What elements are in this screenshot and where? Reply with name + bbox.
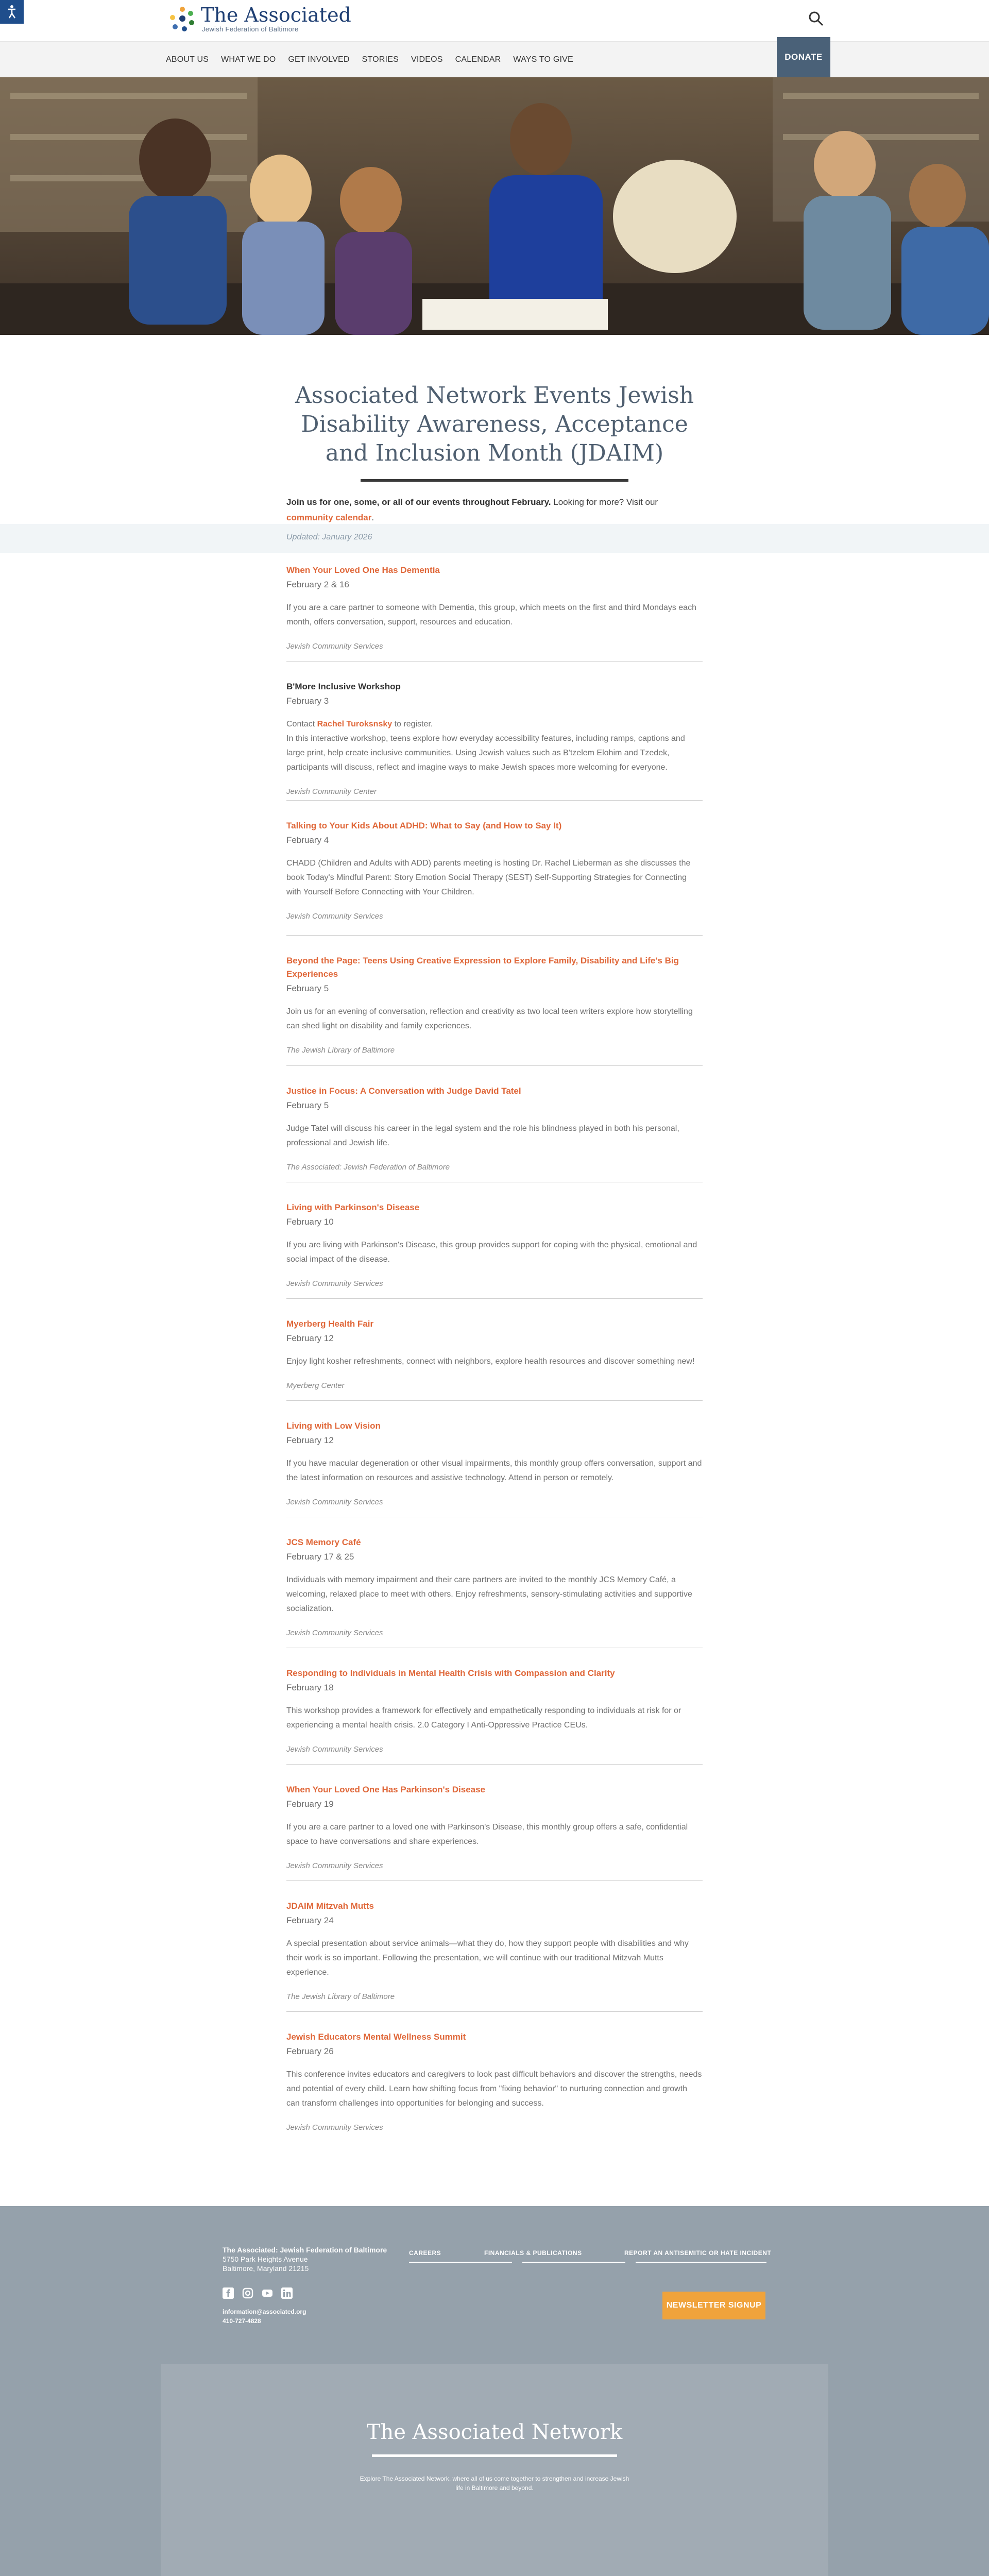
- page-title: Associated Network Events Jewish Disability Awareness, Acceptance and Inclusion Month (JDAIM): [295, 382, 694, 466]
- event-description: Join us for an evening of conversation, reflection and creativity as two local teen writers explore how storytelling can shed light on disability and family experiences.: [286, 1007, 693, 1030]
- event-organization: Jewish Community Services: [286, 1279, 383, 1288]
- site-logo[interactable]: [168, 4, 351, 33]
- linkedin-icon[interactable]: [281, 2287, 293, 2299]
- event-organization: Jewish Community Services: [286, 1745, 383, 1754]
- nav-what-we-do[interactable]: WHAT WE DO: [221, 55, 276, 64]
- event-date: February 18: [286, 1683, 334, 1692]
- footer-address-line2: Baltimore, Maryland 21215: [223, 2264, 309, 2273]
- site-header: [0, 0, 989, 41]
- intro-bold: Join us for one, some, or all of our events throughout February.: [286, 497, 551, 507]
- event-description: Enjoy light kosher refreshments, connect with neighbors, explore health resources and discover something new!: [286, 1357, 695, 1366]
- event-item: [286, 1900, 703, 2012]
- event-organization: Jewish Community Services: [286, 2123, 383, 2132]
- event-description: Individuals with memory impairment and their care partners are invited to the monthly JCS Memory Café, a welcoming, relaxed place to meet with others. Enjoy refreshments, sensory-stimulating activities and supportive socialization.: [286, 1575, 692, 1613]
- event-organization: Jewish Community Services: [286, 642, 383, 651]
- search-icon[interactable]: [808, 10, 824, 27]
- title-divider: [361, 479, 628, 482]
- footer-report-incident-link[interactable]: REPORT AN ANTISEMITIC OR HATE INCIDENT: [624, 2249, 772, 2257]
- events-list: [286, 564, 703, 2149]
- event-title[interactable]: Justice in Focus: A Conversation with Judge David Tatel: [286, 1086, 521, 1096]
- facebook-icon[interactable]: [223, 2287, 234, 2299]
- nav-ways-to-give[interactable]: WAYS TO GIVE: [513, 55, 573, 64]
- nav-stories[interactable]: STORIES: [362, 55, 399, 64]
- footer-address: [223, 2245, 387, 2273]
- event-date: February 17 & 25: [286, 1552, 354, 1562]
- event-title[interactable]: Living with Low Vision: [286, 1421, 381, 1431]
- event-date: February 26: [286, 2046, 334, 2056]
- footer-link-underline: [409, 2262, 512, 2263]
- event-item: [286, 819, 703, 936]
- event-title[interactable]: Talking to Your Kids About ADHD: What to Say (and How to Say It): [286, 821, 562, 831]
- event-date: February 5: [286, 1100, 329, 1110]
- footer-phone-link[interactable]: 410-727-4828: [223, 2317, 261, 2325]
- event-description: Judge Tatel will discuss his career in the legal system and the role his blindness played in both his personal, professional and Jewish life.: [286, 1124, 679, 1147]
- updated-band: [0, 524, 989, 553]
- event-title[interactable]: Beyond the Page: Teens Using Creative Expression to Explore Family, Disability and Life's Big Experiences: [286, 956, 679, 979]
- event-date: February 2 & 16: [286, 580, 349, 589]
- event-item: [286, 680, 703, 801]
- event-item: [286, 1084, 703, 1182]
- footer-careers-link[interactable]: CAREERS: [409, 2249, 441, 2257]
- event-description: This workshop provides a framework for effectively and empathetically responding to individuals at risk for or experiencing a mental health crisis. 2.0 Category I Anti-Oppressive Practice CEUs.: [286, 1706, 681, 1730]
- event-title[interactable]: Living with Parkinson's Disease: [286, 1202, 420, 1212]
- intro-end: .: [371, 513, 374, 522]
- associated-logo-icon: [168, 4, 197, 33]
- event-title: B'More Inclusive Workshop: [286, 682, 401, 691]
- event-item: [286, 1317, 703, 1401]
- event-organization: The Jewish Library of Baltimore: [286, 1046, 395, 1055]
- footer-email-link[interactable]: information@associated.org: [223, 2308, 306, 2315]
- event-organization: Jewish Community Services: [286, 1498, 383, 1506]
- event-date: February 19: [286, 1799, 334, 1809]
- event-title[interactable]: When Your Loved One Has Parkinson's Disease: [286, 1785, 486, 1794]
- youtube-icon[interactable]: [262, 2287, 273, 2299]
- hero-image: [0, 77, 989, 335]
- event-description: [286, 717, 703, 775]
- event-item: [286, 2030, 703, 2149]
- logo-name: The Associated: [201, 3, 351, 26]
- intro-body: Looking for more? Visit our: [551, 497, 658, 507]
- footer-contact: [223, 2307, 306, 2326]
- event-date: February 4: [286, 835, 329, 845]
- event-date: February 5: [286, 984, 329, 993]
- accessibility-icon[interactable]: [0, 0, 24, 24]
- footer-link-underline: [522, 2262, 625, 2263]
- event-date: February 12: [286, 1333, 334, 1343]
- event-title[interactable]: When Your Loved One Has Dementia: [286, 565, 440, 575]
- network-title: The Associated Network: [366, 2420, 623, 2444]
- event-organization: Myerberg Center: [286, 1381, 345, 1390]
- event-item: [286, 1536, 703, 1648]
- network-description: Explore The Associated Network, where all of us come together to strengthen and increase Jewish life in Baltimore and beyond.: [360, 2475, 629, 2492]
- event-organization: Jewish Community Services: [286, 912, 383, 921]
- event-organization: Jewish Community Center: [286, 787, 377, 796]
- event-description: If you have macular degeneration or other visual impairments, this monthly group offers conversation, support and the latest information on resources and assistive technology. Attend in person or remotely.: [286, 1459, 702, 1482]
- nav-get-involved[interactable]: GET INVOLVED: [288, 55, 350, 64]
- event-item: [286, 954, 703, 1066]
- event-item: [286, 1419, 703, 1517]
- footer-address-line1: 5750 Park Heights Avenue: [223, 2255, 308, 2263]
- event-description: If you are a care partner to someone with Dementia, this group, which meets on the first and third Mondays each month, offers conversation, support, resources and education.: [286, 603, 696, 626]
- event-organization: The Jewish Library of Baltimore: [286, 1992, 395, 2001]
- community-calendar-link[interactable]: community calendar: [286, 513, 372, 522]
- nav-about-us[interactable]: ABOUT US: [166, 55, 209, 64]
- event-title[interactable]: JDAIM Mitzvah Mutts: [286, 1901, 374, 1911]
- main-navigation: [0, 41, 989, 78]
- newsletter-signup-button[interactable]: NEWSLETTER SIGNUP: [662, 2292, 765, 2319]
- event-date: February 12: [286, 1435, 334, 1445]
- event-organization: The Associated: Jewish Federation of Baltimore: [286, 1163, 450, 1172]
- event-date: February 3: [286, 696, 329, 706]
- event-title[interactable]: JCS Memory Café: [286, 1537, 361, 1547]
- event-description-body: to register. In this interactive workshop, teens explore how everyday accessibility features, including ramps, captions and large print, help create inclusive communities. Using Jewish values such as B'tzelem Elohim and Tzedek, participants will discuss, reflect and imagine ways to make Jewish spaces more welcoming for everyone.: [286, 720, 685, 772]
- site-footer: [0, 2206, 989, 2576]
- event-organization: Jewish Community Services: [286, 1629, 383, 1637]
- donate-button[interactable]: DONATE: [777, 37, 830, 77]
- event-description-pre: Contact: [286, 720, 317, 728]
- event-title[interactable]: Myerberg Health Fair: [286, 1319, 374, 1329]
- network-divider: [372, 2454, 617, 2457]
- event-title[interactable]: Jewish Educators Mental Wellness Summit: [286, 2032, 466, 2042]
- logo-subtitle: Jewish Federation of Baltimore: [202, 25, 299, 33]
- nav-videos[interactable]: VIDEOS: [411, 55, 443, 64]
- event-description: A special presentation about service animals—what they do, how they support people with disabilities and why their work is so important. Following the presentation, we will continue with our traditional Mitzvah Mutts experience.: [286, 1939, 689, 1977]
- event-date: February 10: [286, 1217, 334, 1227]
- event-description: If you are living with Parkinson's Disease, this group provides support for coping with the physical, emotional and social impact of the disease.: [286, 1241, 697, 1264]
- event-description: CHADD (Children and Adults with ADD) parents meeting is hosting Dr. Rachel Lieberman as she discusses the book Today's Mindful Parent: Story Emotion Social Therapy (SEST) Self-Supporting Strategies for Connecting with Yourself Before Connecting with Your Children.: [286, 859, 691, 896]
- nav-calendar[interactable]: CALENDAR: [455, 55, 501, 64]
- footer-link-underline: [636, 2262, 766, 2263]
- event-item: [286, 1667, 703, 1765]
- intro-text: [286, 495, 698, 526]
- contact-rachel-link[interactable]: Rachel Turoksnsky: [317, 720, 393, 728]
- footer-financials-link[interactable]: FINANCIALS & PUBLICATIONS: [484, 2249, 582, 2257]
- social-links: [223, 2287, 301, 2299]
- footer-org-name: The Associated: Jewish Federation of Baltimore: [223, 2246, 387, 2254]
- event-organization: Jewish Community Services: [286, 1861, 383, 1870]
- event-item: [286, 1201, 703, 1299]
- associated-network-panel: [161, 2364, 828, 2576]
- updated-date: Updated: January 2026: [286, 533, 372, 541]
- instagram-icon[interactable]: [242, 2287, 253, 2299]
- event-item: [286, 564, 703, 662]
- event-date: February 24: [286, 1916, 334, 1925]
- event-description: This conference invites educators and caregivers to look past difficult behaviors and discover the strengths, needs and potential of every child. Learn how shifting focus from "fixing behavior" to nurturing connection and growth can transform challenges into opportunities for belonging and success.: [286, 2070, 702, 2108]
- event-description: If you are a care partner to a loved one with Parkinson's Disease, this monthly group offers a safe, confidential space to have conversations and share experiences.: [286, 1823, 688, 1846]
- event-title[interactable]: Responding to Individuals in Mental Health Crisis with Compassion and Clarity: [286, 1668, 615, 1678]
- event-item: [286, 1783, 703, 1881]
